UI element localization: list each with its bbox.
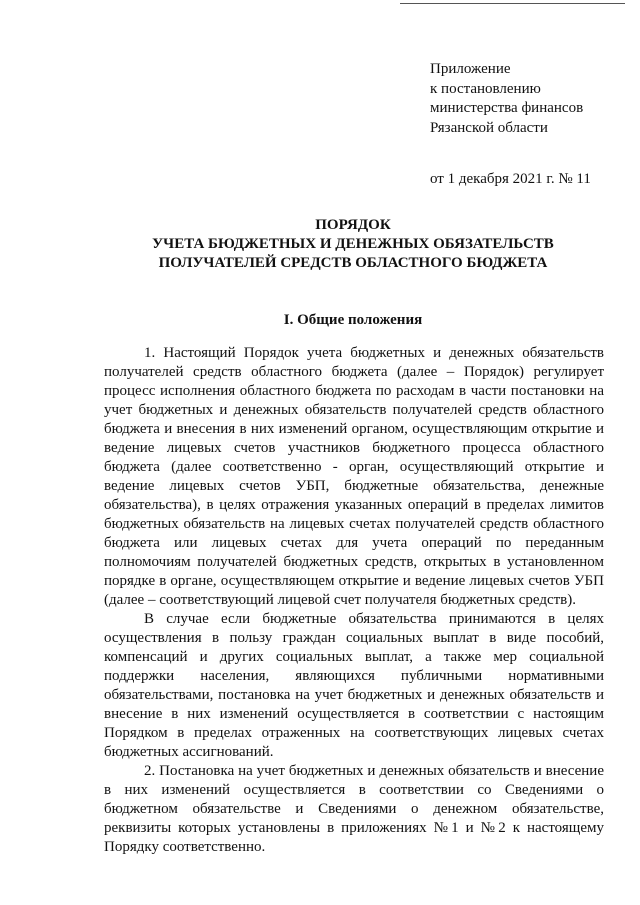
appendix-date: от 1 декабря 2021 г. № 11 <box>430 171 591 187</box>
appendix-block <box>430 60 620 190</box>
document-body <box>104 344 604 857</box>
appendix-line: к постановлению <box>430 80 541 97</box>
appendix-line: Рязанской области <box>430 119 548 136</box>
section-heading: I. Общие положения <box>283 312 423 328</box>
appendix-line: Приложение <box>430 61 511 77</box>
paragraph: В случае если бюджетные обязательства принимаются в целях осуществления в пользу граждан социальных выплат в виде пособий, компенсаций и других социальных выплат, а также мер социальной поддержки населения, являющихся публичными нормативными обязательствами, постановка на учет бюджетных и денежных обязательств и внесение в них изменений осуществляется в соответствии с настоящим Порядком в пределах отраженных на соответствующих лицевых счетах бюджетных ассигнований. <box>104 611 604 760</box>
title-line: ПОЛУЧАТЕЛЕЙ СРЕДСТВ ОБЛАСТНОГО БЮДЖЕТА <box>158 255 548 271</box>
paragraph: 1. Настоящий Порядок учета бюджетных и денежных обязательств получателей средств областного бюджета (далее – Порядок) регулирует процесс исполнения областного бюджета по расходам в части постановки на учет бюджетных и денежных обязательств получателей средств областного бюджета и внесения в них изменений органом, осуществляющим открытие и ведение лицевых счетов участников бюджетного процесса областного бюджета (далее соответственно - орган, осуществляющий открытие и ведение лицевых счетов УБП, бюджетные обязательства, денежные обязательства), в целях отражения указанных операций в пределах лимитов бюджетных обязательств на лицевых счетах получателей средств областного бюджета или лицевых счетах для учета операций по переданным полномочиям получателей бюджетных средств, открытых в установленном порядке в органе, осуществляющем открытие и ведение лицевых счетов УБП (далее – соответствующий лицевой счет получателя бюджетных средств). <box>104 345 604 608</box>
document-title <box>100 216 606 273</box>
title-line: УЧЕТА БЮДЖЕТНЫХ И ДЕНЕЖНЫХ ОБЯЗАТЕЛЬСТВ <box>152 236 554 252</box>
appendix-line: министерства финансов <box>430 100 584 116</box>
paragraph: 2. Постановка на учет бюджетных и денежных обязательств и внесение в них изменений осуществляется в соответствии со Сведениями о бюджетном обязательстве и Сведениями о денежном обязательстве, реквизиты которых установлены в приложениях №1 и №2 к настоящему Порядку соответственно. <box>104 763 604 855</box>
title-line: ПОРЯДОК <box>315 217 391 233</box>
top-rule <box>400 3 625 4</box>
